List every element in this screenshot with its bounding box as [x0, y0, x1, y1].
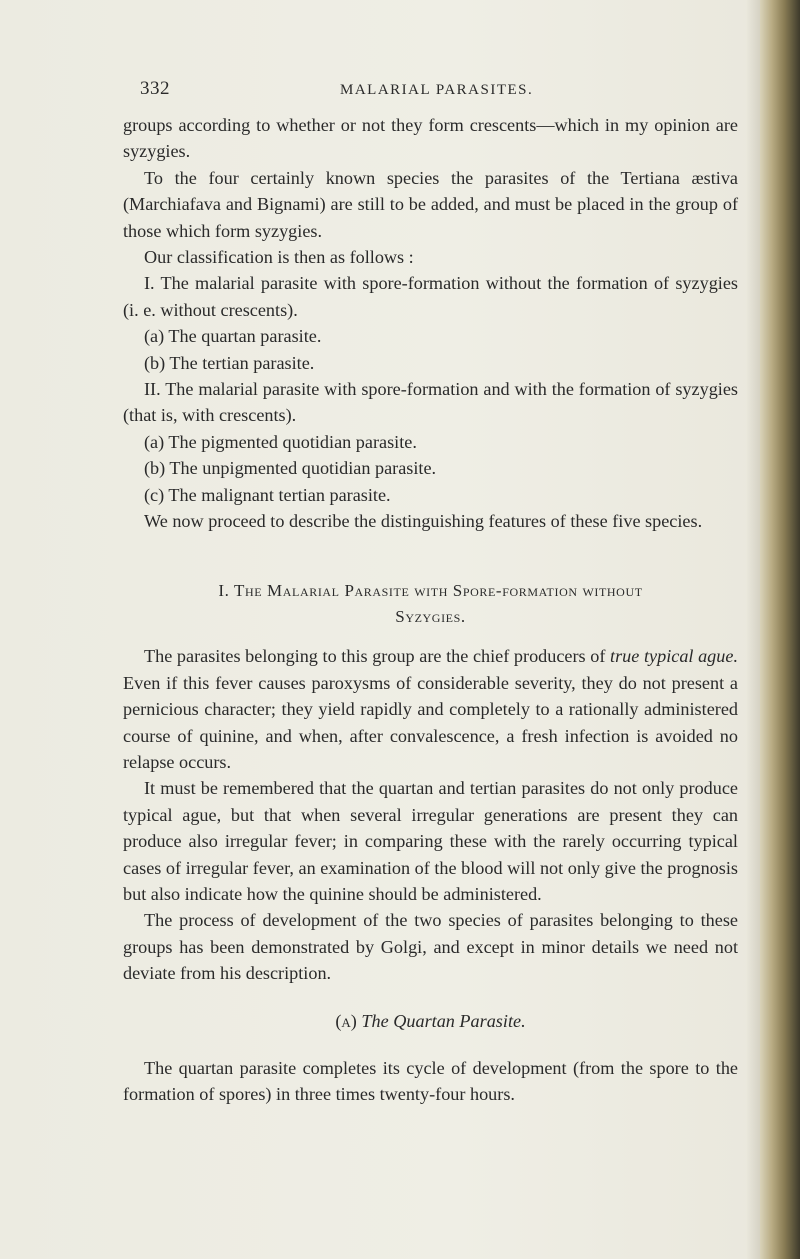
sub-heading-title: The Quartan Parasite. [361, 1010, 526, 1031]
page-body [123, 112, 738, 1108]
paragraph-typical-ague-start: The parasites belonging to this group are the chief producers of [144, 646, 611, 667]
paragraph-typical-ague-end: Even if this fever causes paroxysms of considerable severity, they do not present a pernicious character; they yield rapidly and completely to a rationally administered course of quinine, and when, after convalescence, a fresh infection is avoided no relapse occurs. [123, 672, 738, 772]
sub-heading-quartan [123, 1008, 738, 1034]
paragraph-classification-intro: Our classification is then as follows : [144, 247, 414, 268]
classification-group-one: I. The malarial parasite with spore-formation without the formation of syzygies (i. e. without crescents). [123, 273, 738, 320]
section-heading-line-2: Syzygies. [395, 606, 466, 626]
classification-item-quartan: (a) The quartan parasite. [144, 326, 322, 347]
classification-group-two: II. The malarial parasite with spore-formation and with the formation of syzygies (that is, with crescents). [123, 379, 738, 426]
paragraph-groups: groups according to whether or not they form crescents—which in my opinion are syzygies. [123, 115, 738, 162]
classification-item-unpigmented-quotidian: (b) The unpigmented quotidian parasite. [144, 458, 437, 479]
running-title: MALARIAL PARASITES. [340, 82, 534, 98]
page-number: 332 [140, 78, 170, 99]
sub-heading-label: (a) [335, 1010, 357, 1031]
paragraph-tertiana-aestiva: To the four certainly known species the parasites of the Tertiana æstiva (Marchiafava and Bignami) are still to be added, and must be placed in the group of those which form syzygies. [123, 167, 738, 241]
classification-item-tertian: (b) The tertian parasite. [144, 352, 315, 373]
page-gutter-shadow [746, 0, 760, 1259]
book-edge [760, 0, 800, 1259]
section-heading [123, 578, 738, 631]
section-heading-line-1: I. The Malarial Parasite with Spore-formation without [218, 580, 643, 600]
paragraph-typical-ague [123, 643, 738, 775]
paragraph-remembered: It must be remembered that the quartan and tertian parasites do not only produce typical ague, but that when several irregular generations are present they can produce also irregular fever; in comparing these with the rarely occurring typical cases of irregular fever, an examination of the blood will not only give the prognosis but also indicate how the quinine should be administered. [123, 778, 738, 904]
classification-item-pigmented-quotidian: (a) The pigmented quotidian parasite. [144, 431, 417, 452]
italic-true-typical-ague: true typical ague. [610, 646, 738, 667]
classification-item-malignant-tertian: (c) The malignant tertian parasite. [144, 484, 391, 505]
paragraph-golgi: The process of development of the two species of parasites belonging to these groups has been demonstrated by Golgi, and except in minor details we need not deviate from his description. [123, 910, 738, 984]
paragraph-quartan-cycle: The quartan parasite completes its cycle of development (from the spore to the formation of spores) in three times twenty-four hours. [123, 1058, 738, 1105]
page-header [140, 78, 700, 108]
paragraph-proceed: We now proceed to describe the distinguishing features of these five species. [144, 511, 703, 532]
